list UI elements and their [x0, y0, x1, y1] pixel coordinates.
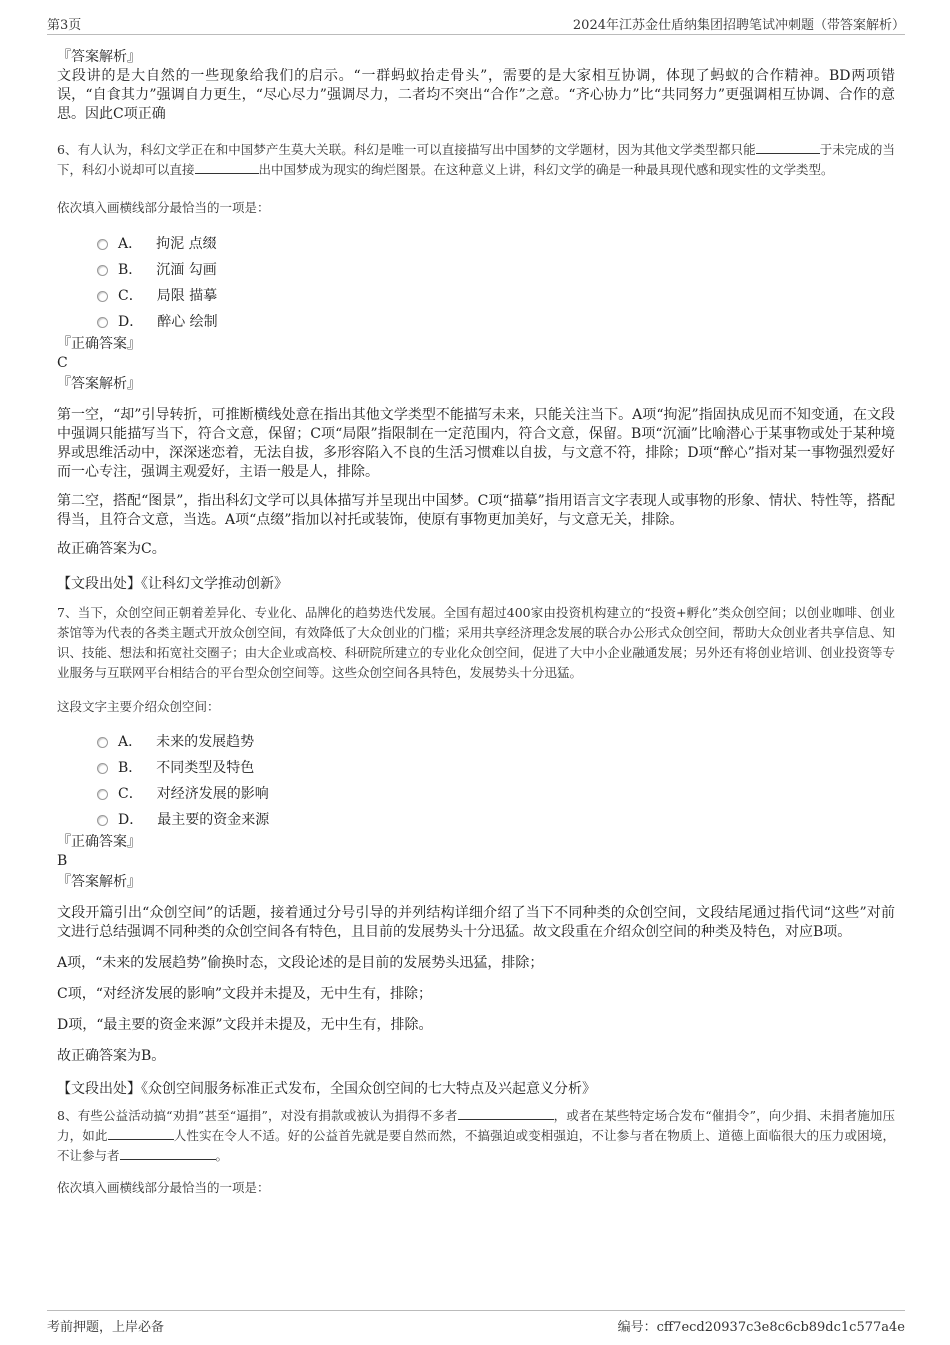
q8-text-2: ，或者在某些特定场合发布“催捐令”，向少捐、未捐者施加压力，如此: [57, 1108, 895, 1143]
question-6-prompt: 依次填入画横线部分最恰当的一项是：: [57, 200, 270, 215]
radio-icon[interactable]: [97, 317, 108, 328]
analysis-paragraph: 第一空，“却”引导转折，可推断横线处意在指出其他文学类型不能描写未来，只能关注当下。A项“拘泥”指固执成见而不知变通，在文段中强调只能描写当下，符合文意，保留；C项“局限”指限制在一定范围内，符合文意，保留。B项“沉湎”比喻潜心于某事物或处于某种境界或思维活动中，深深迷恋着，无法自拔，多形容陷入不良的生活习惯难以自拔，与文意不符，排除；D项“醉心”指对某一事物强烈爱好而一心专注，强调主观爱好，主语一般是人，排除。: [57, 407, 895, 480]
page-number: 第3页: [47, 18, 82, 33]
question-8-prompt: 依次填入画横线部分最恰当的一项是：: [57, 1180, 270, 1195]
footer-slogan: 考前押题，上岸必备: [47, 1320, 165, 1335]
option-d[interactable]: D． 醉心 绘制: [97, 309, 895, 335]
q8-text-3: 人性实在令人不适。好的公益首先就是要自然而然，不搞强迫或变相强迫，不让参与者在物质上、道德上面临很大的压力或困境，不让参与者: [57, 1128, 895, 1163]
question-6-stem: [57, 140, 895, 180]
analysis-paragraph: A项，“未来的发展趋势”偷换时态，文段论述的是目前的发展势头迅猛，排除；: [57, 955, 544, 971]
blank: [195, 161, 259, 174]
q6-text-2: 于未完成的当下，科幻小说却可以直接: [57, 142, 895, 177]
analysis-paragraph: 故正确答案为B。: [57, 1048, 166, 1064]
radio-icon[interactable]: [97, 737, 108, 748]
analysis-paragraph: D项，“最主要的资金来源”文段并未提及，无中生有，排除。: [57, 1017, 433, 1033]
question-8-stem: [57, 1106, 895, 1166]
analysis-paragraph: 文段开篇引出“众创空间”的话题，接着通过分号引导的并列结构详细介绍了当下不同种类的众创空间，文段结尾通过指代词“这些”对前文进行总结强调不同种类的众创空间各有特色，且目前的发展势头十分迅猛。故文段重在介绍众创空间的种类及特色，对应B项。: [57, 905, 895, 940]
correct-answer: C: [57, 355, 68, 371]
option-c[interactable]: C． 对经济发展的影响: [97, 781, 895, 807]
q8-text-1: 8、有些公益活动搞“劝捐”甚至“逼捐”，对没有捐款或被认为捐得不多者: [57, 1108, 458, 1123]
question-7-options: [57, 729, 895, 833]
radio-icon[interactable]: [97, 239, 108, 250]
page-content: [57, 48, 895, 1196]
analysis-label: 『答案解析』: [57, 49, 141, 65]
radio-icon[interactable]: [97, 265, 108, 276]
q6-text-1: 6、有人认为，科幻文学正在和中国梦产生莫大关联。科幻是唯一可以直接描写出中国梦的文学题材，因为其他文学类型都只能: [57, 142, 756, 157]
analysis-paragraph: 故正确答案为C。: [57, 541, 166, 557]
blank: [120, 1147, 216, 1160]
analysis-text: 文段讲的是大自然的一些现象给我们的启示。“一群蚂蚁抬走骨头”，需要的是大家相互协调，体现了蚂蚁的合作精神。BD两项错误，“自食其力”强调自力更生，“尽心尽力”强调尽力，二者均不突出“合作”之意。“齐心协力”比“共同努力”更强调相互协调、合作的意思。因此C项正确: [57, 68, 895, 122]
q6-text-3: 出中国梦成为现实的绚烂图景。在这种意义上讲，科幻文学的确是一种最具现代感和现实性的文学类型。: [258, 162, 834, 177]
question-7-stem: 7、当下，众创空间正朝着差异化、专业化、品牌化的趋势迭代发展。全国有超过400家由投资机构建立的“投资+孵化”类众创空间；以创业咖啡、创业茶馆等为代表的各类主题式开放众创空间，有效降低了大众创业的门槛；采用共享经济理念发展的联合办公形式众创空间，帮助大众创业者共享信息、知识、技能、想法和拓宽社交圈子；由大企业或高校、科研院所建立的专业化众创空间，促进了大中小企业融通发展；另外还有将创业培训、创业投资等专业服务与互联网平台相结合的平台型众创空间等。这些众创空间各具特色，发展势头十分迅猛。: [57, 605, 895, 680]
blank: [756, 141, 820, 154]
option-d[interactable]: D． 最主要的资金来源: [97, 807, 895, 833]
page-header: [47, 14, 905, 35]
document-title: 2024年江苏金仕盾纳集团招聘笔试冲刺题（带答案解析）: [572, 18, 905, 33]
question-7-prompt: 这段文字主要介绍众创空间：: [57, 699, 220, 714]
analysis-paragraph: 第二空，搭配“图景”，指出科幻文学可以具体描写并呈现出中国梦。C项“描摹”指用语言文字表现人或事物的形象、情状、特性等，搭配得当，且符合文意，当选。A项“点缀”指加以衬托或装饰，使原有事物更加美好，与文意无关，排除。: [57, 493, 895, 528]
analysis-label: 『答案解析』: [57, 874, 141, 890]
question-6-options: [57, 231, 895, 335]
option-c[interactable]: C． 局限 描摹: [97, 283, 895, 309]
radio-icon[interactable]: [97, 815, 108, 826]
radio-icon[interactable]: [97, 789, 108, 800]
radio-icon[interactable]: [97, 291, 108, 302]
blank: [458, 1107, 554, 1120]
answer-label: 『正确答案』: [57, 336, 141, 352]
q8-text-4: 。: [215, 1148, 229, 1163]
option-b[interactable]: B． 沉湎 勾画: [97, 257, 895, 283]
radio-icon[interactable]: [97, 763, 108, 774]
answer-label: 『正确答案』: [57, 834, 141, 850]
blank: [108, 1127, 174, 1140]
document-id: 编号：cff7ecd20937c3e8c6cb89dc1c577a4e: [617, 1320, 905, 1335]
source-citation: 【文段出处】《众创空间服务标准正式发布，全国众创空间的七大特点及兴起意义分析》: [57, 1081, 596, 1097]
analysis-paragraph: C项，“对经济发展的影响”文段并未提及，无中生有，排除；: [57, 986, 433, 1002]
page-footer: [47, 1310, 905, 1337]
option-a[interactable]: A． 拘泥 点缀: [97, 231, 895, 257]
option-a[interactable]: A． 未来的发展趋势: [97, 729, 895, 755]
source-citation: 【文段出处】《让科幻文学推动创新》: [57, 576, 288, 592]
correct-answer: B: [57, 853, 68, 869]
analysis-label: 『答案解析』: [57, 376, 141, 392]
option-b[interactable]: B． 不同类型及特色: [97, 755, 895, 781]
